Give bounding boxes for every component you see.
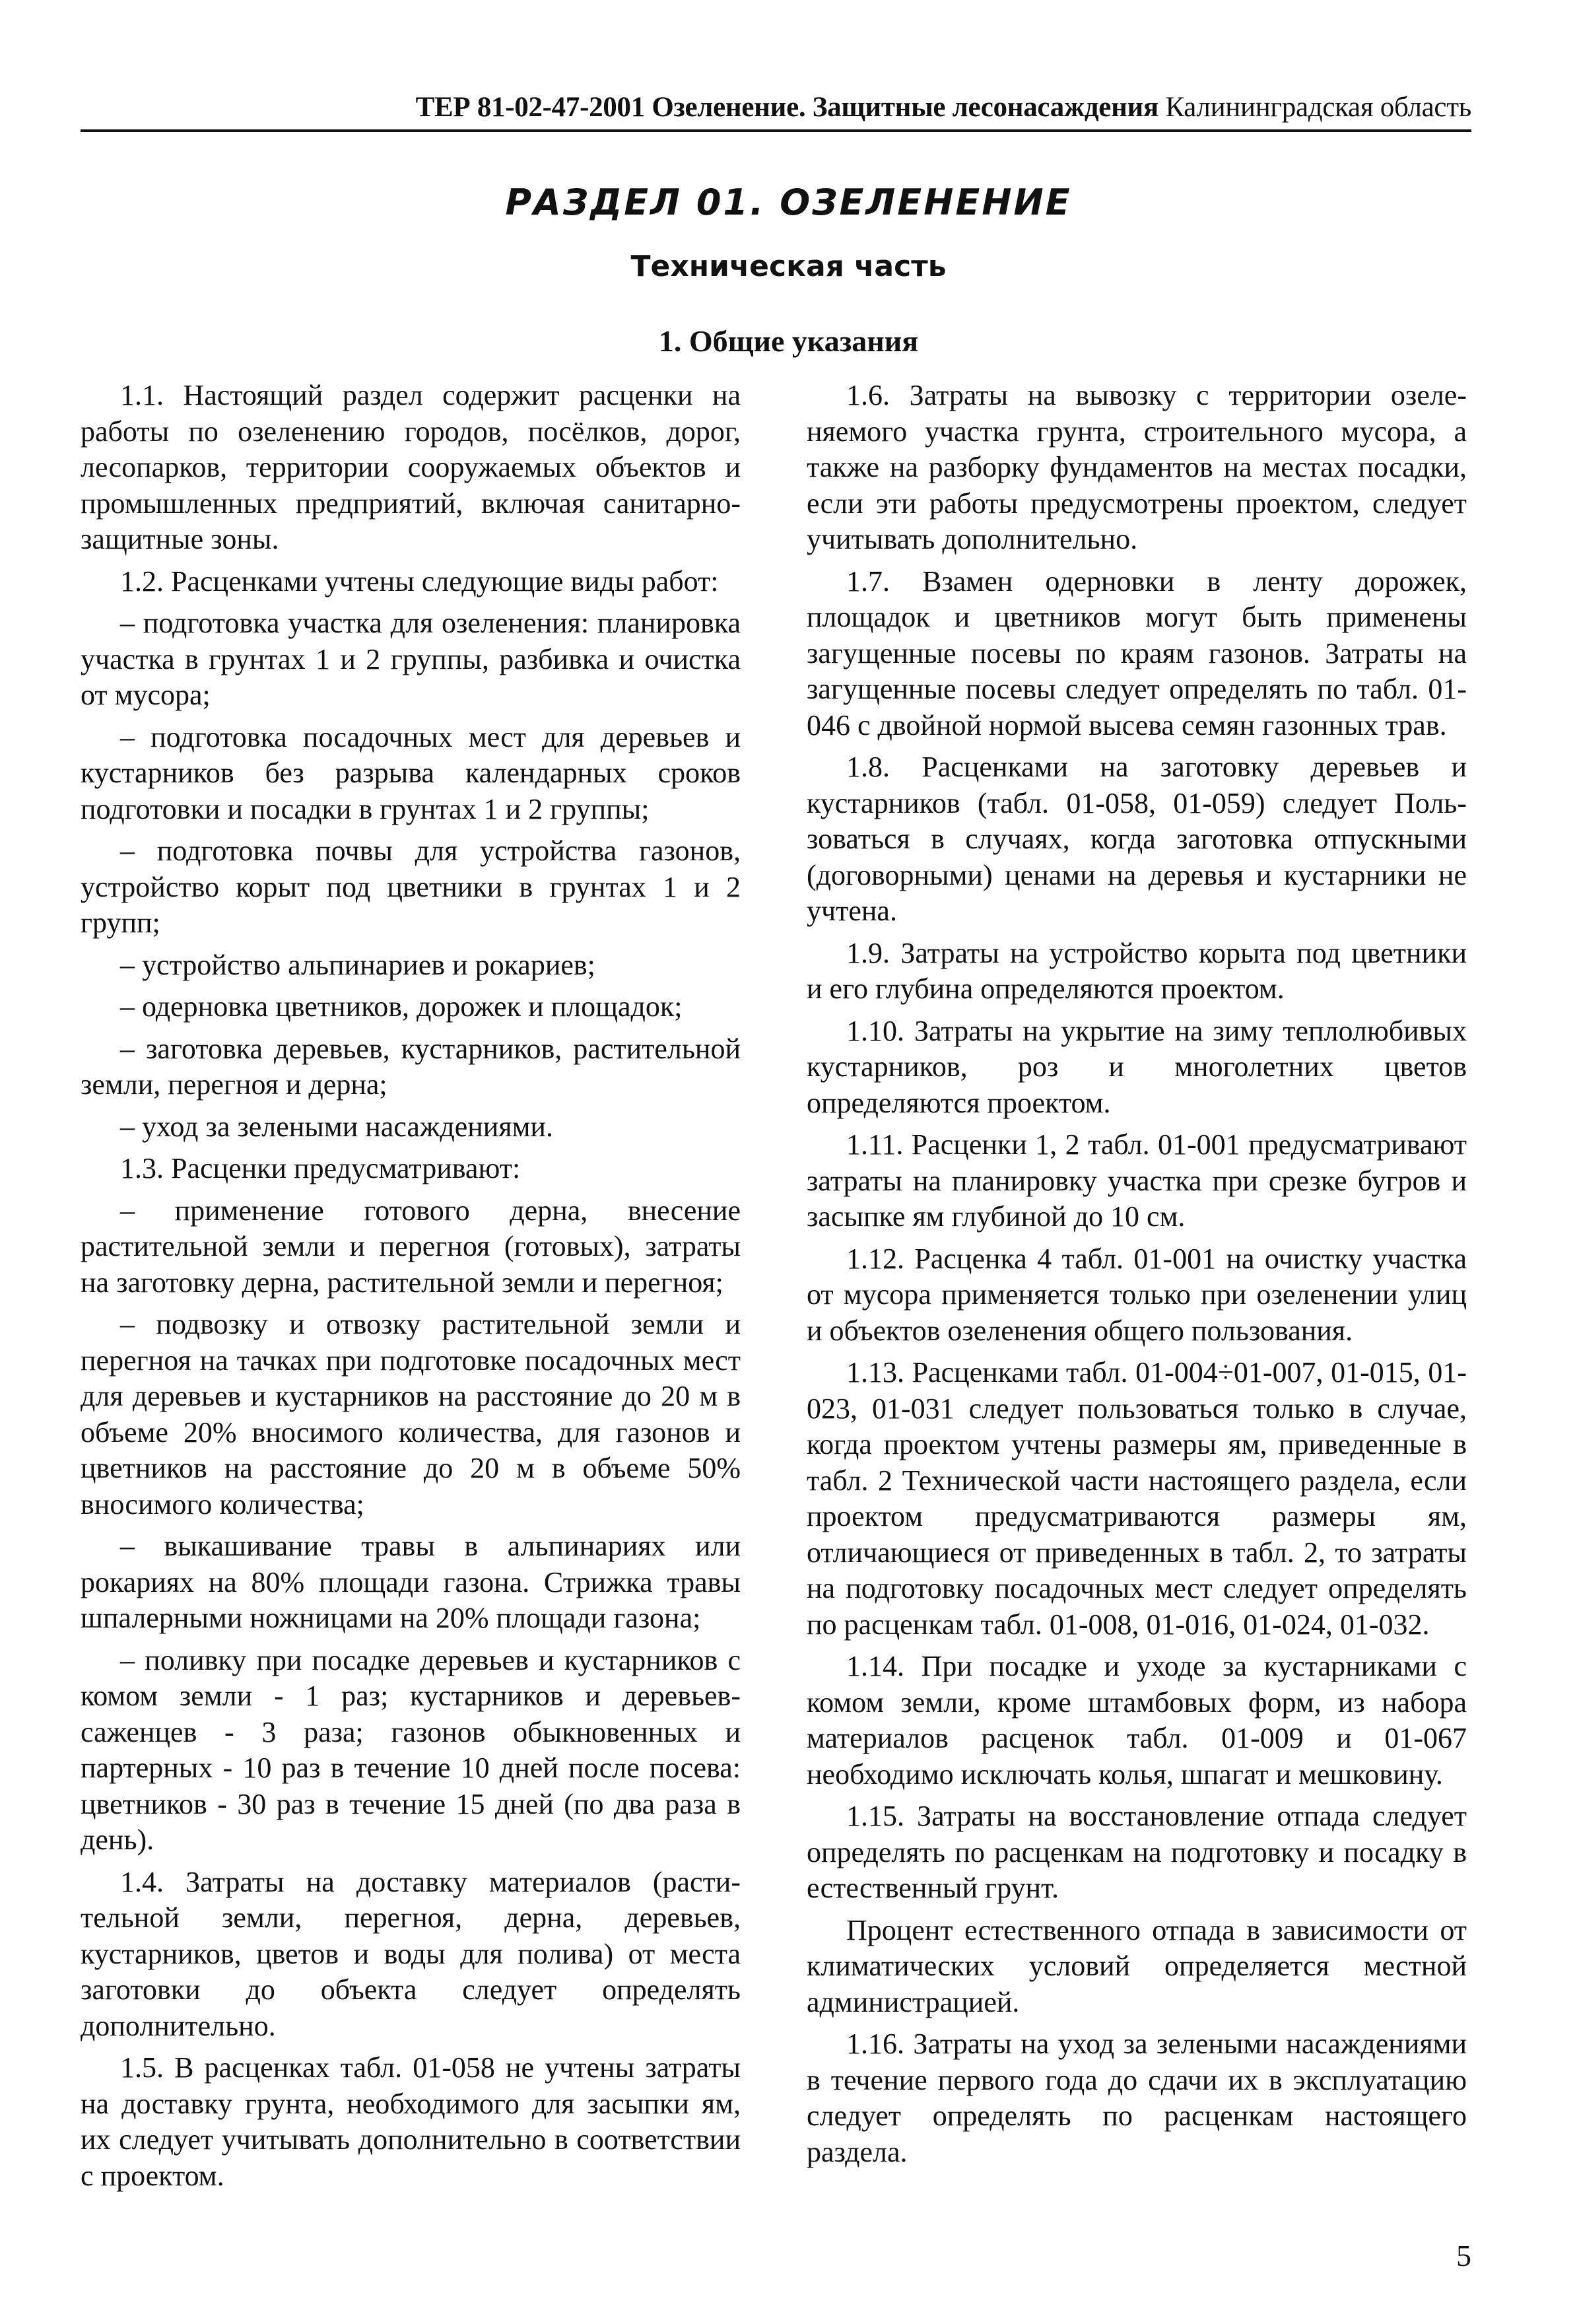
paragraph: 1.2. Расценками учтены следующие виды работ: — [120, 564, 719, 598]
paragraph: – подготовка участка для озеленения: планировка участка в грунтах 1 и 2 группы, разбивка и очистка от мусора; — [81, 607, 741, 711]
paragraph: – выкашивание травы в альпинариях или рокариях на 80% площади газона. Стрижка травы шпалерными ножницами на 20% площади газона; — [81, 1530, 741, 1634]
paragraph: – подвозку и отвозку растительной земли и перегноя на тачках при подготовке посадочных мест для деревьев и кустарников на расстояние до 20 м в объеме 20% вносимого количества, для газонов и цветников на расстояние до 20 м в объеме 50% вносимого количества; — [81, 1308, 741, 1521]
paragraph: 1.4. Затраты на доставку материалов (растительной земли, перегноя, дерна, деревьев, кустарников, цветов и воды для полива) от места заготовки до объекта следует определять дополнительно. — [81, 1865, 741, 2042]
paragraph: – поливку при посадке деревьев и кустарников с комом земли - 1 раз; кустарников и деревьев-саженцев - 3 раза; газонов обыкновенных и партерных - 10 раз в течение 10 дней после посева: цветников - 30 раз в течение 15 дней (по два раза в день). — [81, 1643, 741, 1856]
paragraph: – одерновка цветников, дорожек и площадок; — [120, 990, 683, 1023]
running-header — [416, 91, 1471, 123]
paragraph: 1.14. При посадке и уходе за кустарниками с комом земли, кроме штамбовых форм, из набора материалов расценок табл. 01-009 и 01-067 необходимо исключать колья, шпагат и мешковину. — [807, 1650, 1467, 1791]
header-doc-code: ТЕР 81-02-47-2001 Озеленение. Защитные лесонасаждения — [415, 92, 1158, 123]
section-title: РАЗДЕЛ 01. ОЗЕЛЕНЕНИЕ — [505, 182, 1072, 223]
section-heading: 1. Общие указания — [658, 324, 919, 358]
paragraph: – уход за зелеными насаждениями. — [120, 1110, 553, 1143]
left-column — [81, 378, 741, 2200]
paragraph: 1.3. Расценки предусматривают: — [120, 1152, 521, 1184]
paragraph: 1.11. Расценки 1, 2 табл. 01-001 предусматривают затраты на планировку участка при срезке бугров и засыпке ям глубиной до 10 см. — [807, 1128, 1467, 1233]
paragraph: – подготовка почвы для устройства газонов, устройство корыт под цветники в грунтах 1 и 2 групп; — [81, 835, 741, 939]
paragraph: 1.8. Расценками на заготовку деревьев и кустарников (табл. 01-058, 01-059) следует Пользоваться в случаях, когда заготовка отпускными (договорными) ценами на деревья и кустарники не учтена. — [807, 751, 1467, 927]
paragraph: 1.15. Затраты на восстановление отпада следует определять по расценкам на подготовку и посадку в естественный грунт. — [807, 1800, 1467, 1904]
paragraph: 1.7. Взамен одерновки в ленту дорожек, площадок и цветников могут быть применены загущенные посевы по краям газонов. Затраты на загущенные посевы следует определять по табл. 01-046 с двойной нормой высева семян газонных трав. — [807, 564, 1467, 741]
paragraph: – устройство альпинариев и рокариев; — [120, 948, 595, 981]
paragraph: 1.10. Затраты на укрытие на зиму теплолюбивых кустарников, роз и многолетних цветов определяются проектом. — [807, 1014, 1467, 1119]
paragraph: 1.16. Затраты на уход за зелеными насаждениями в течение первого года до сдачи их в эксплуатацию следует определять по расценкам настоящего раздела. — [807, 2028, 1467, 2168]
paragraph: – заготовка деревьев, кустарников, растительной земли, перегноя и дерна; — [81, 1032, 741, 1101]
header-divider — [81, 129, 1471, 132]
paragraph: – подготовка посадочных мест для деревьев и кустарников без разрыва календарных сроков подготовки и посадки в грунтах 1 и 2 группы; — [81, 720, 741, 825]
paragraph: 1.5. В расценках табл. 01-058 не учтены затраты на доставку грунта, необходимого для засыпки ям, их следует учитывать дополнительно в соответствии с проектом. — [81, 2051, 741, 2192]
paragraph: Процент естественного отпада в зависимости от климатических условий определяется местной администрацией. — [807, 1913, 1467, 2018]
header-region: Калининградская область — [1165, 92, 1471, 123]
paragraph: 1.13. Расценками табл. 01-004÷01-007, 01-015, 01-023, 01-031 следует пользоваться только в случае, когда проектом учтены размеры ям, приведенные в табл. 2 Технической части настоящего раздела, если проектом предусматриваются размеры ям, отличающиеся от приведенных в табл. 2, то затраты на подготовку посадочных мест следует определять по расценкам табл. 01-008, 01-016, 01-024, 01-032. — [807, 1356, 1467, 1641]
subtitle: Техническая часть — [630, 250, 947, 283]
paragraph: 1.9. Затраты на устройство корыта под цветники и его глубина определяются проектом. — [807, 936, 1467, 1005]
page-number: 5 — [1456, 2239, 1471, 2273]
right-column — [807, 378, 1467, 2176]
paragraph: 1.6. Затраты на вывозку с территории озеленяемого участка грунта, строительного мусора, а также на разборку фундаментов на местах посадки, если эти работы предусмотрены проектом, следует учитывать дополнительно. — [807, 379, 1467, 555]
paragraph: – применение готового дерна, внесение растительной земли и перегноя (готовых), затраты на заготовку дерна, растительной земли и перегноя; — [81, 1194, 741, 1299]
paragraph: 1.1. Настоящий раздел содержит расценки на работы по озеленению городов, посёлков, дорог, лесопарков, территории сооружаемых объектов и промышленных предприятий, включая санитарно-защитные зоны. — [81, 379, 741, 555]
paragraph: 1.12. Расценка 4 табл. 01-001 на очистку участка от мусора применяется только при озеленении улиц и объектов озеленения общего пользования. — [807, 1242, 1467, 1347]
